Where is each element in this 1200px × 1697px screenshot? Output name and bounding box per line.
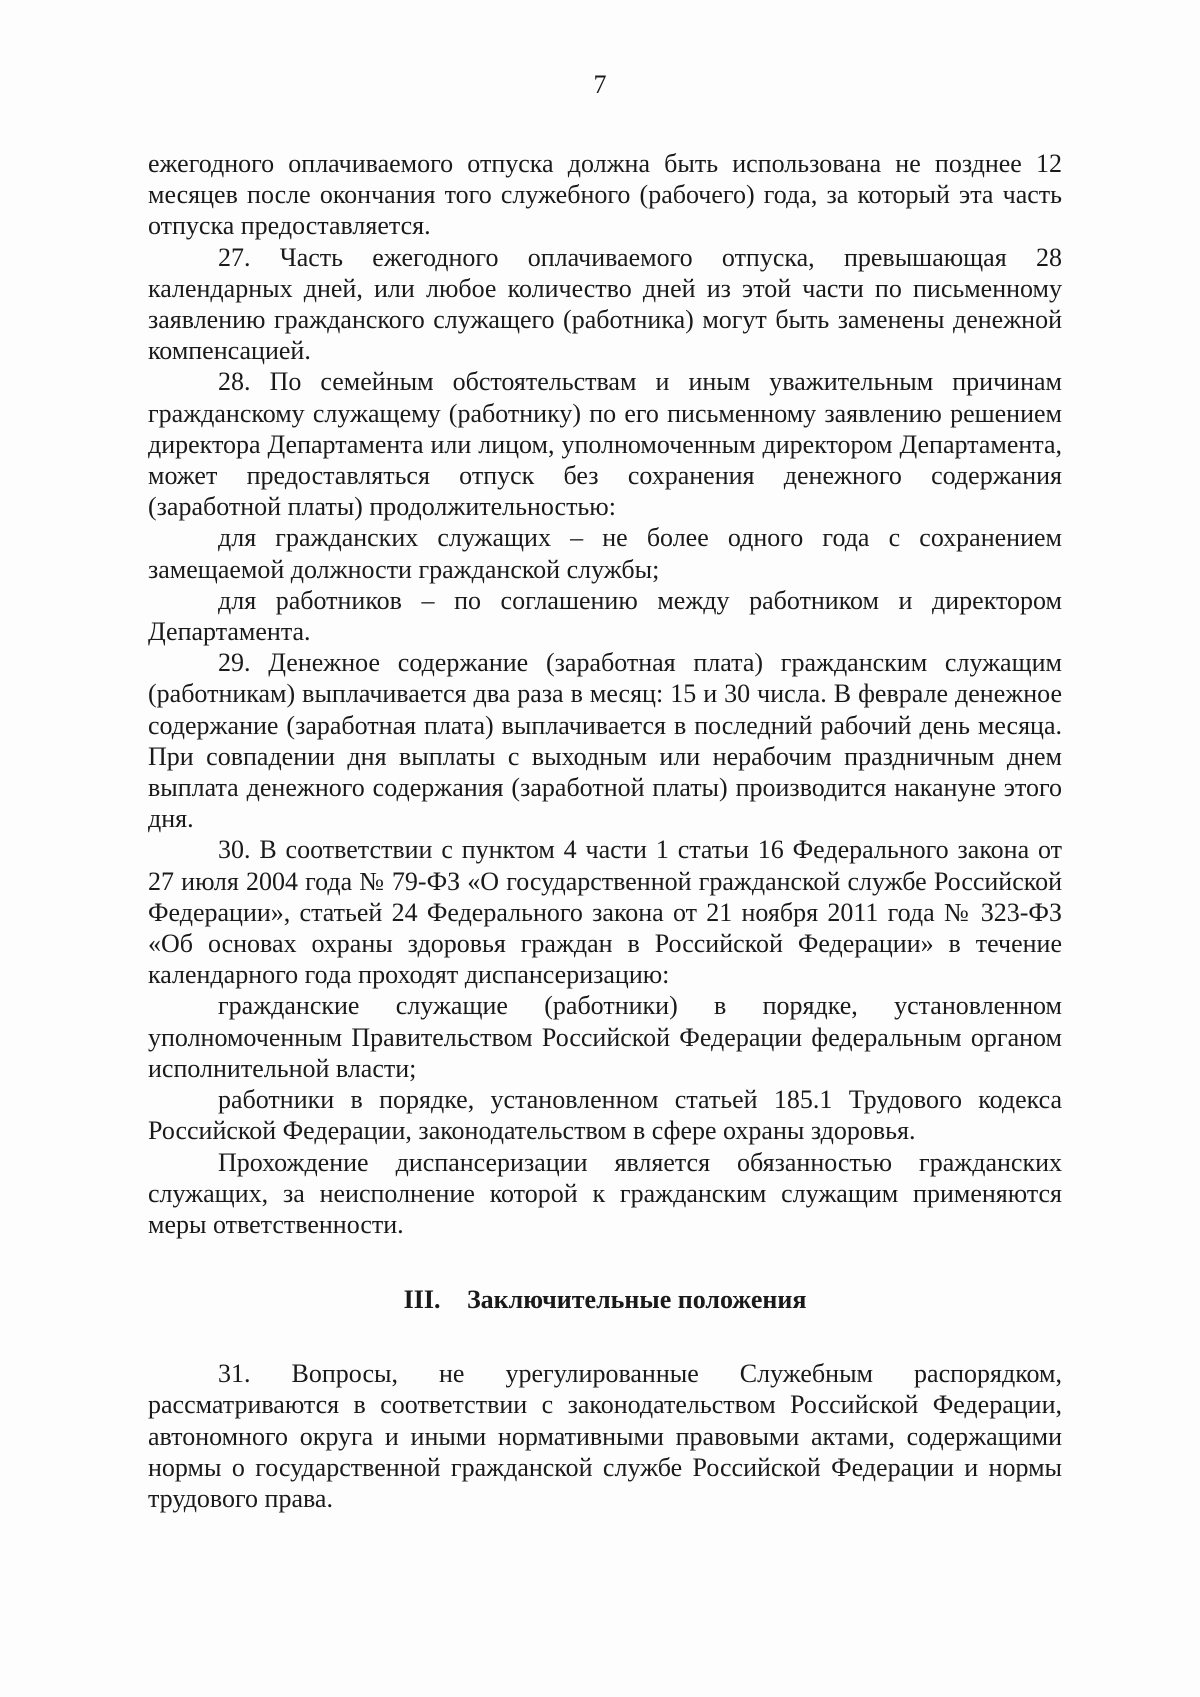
paragraph-continuation: ежегодного оплачиваемого отпуска должна быть использована не позднее 12 месяцев после окончания того служебного (рабочего) года, за который эта часть отпуска предоставляется. — [148, 149, 1062, 241]
paragraph-30-civil-servants: гражданские служащие (работники) в порядке, установленном уполномоченным Правительством Российской Федерации федеральным органом исполнительной власти; — [148, 991, 1062, 1083]
paragraph-31: 31. Вопросы, не урегулированные Служебным распорядком, рассматриваются в соответствии с законодательством Российской Федерации, автономного округа и иными нормативными правовыми актами, содержащими нормы о государственной гражданской службе Российской Федерации и нормы трудового права. — [148, 1359, 1062, 1513]
page-number: 7 — [593, 70, 607, 99]
document-body — [148, 148, 1062, 1514]
paragraph-27: 27. Часть ежегодного оплачиваемого отпуска, превышающая 28 календарных дней, или любое количество дней из этой части по письменному заявлению гражданского служащего (работника) могут быть заменены денежной компенсацией. — [148, 242, 1062, 366]
paragraph-29: 29. Денежное содержание (заработная плата) гражданским служащим (работникам) выплачивается два раза в месяц: 15 и 30 числа. В феврале денежное содержание (заработная плата) выплачивается в последний рабочий день месяца. При совпадении дня выплаты с выходным или нерабочим праздничным днем выплата денежного содержания (заработной платы) производится накануне этого дня. — [148, 648, 1062, 834]
section-title: Заключительные положения — [466, 1285, 807, 1315]
paragraph-28-civil-servants: для гражданских служащих – не более одного года с сохранением замещаемой должности гражданской службы; — [148, 523, 1062, 584]
paragraph-30: 30. В соответствии с пунктом 4 части 1 статьи 16 Федерального закона от 27 июля 2004 года № 79-ФЗ «О государственной гражданской службе Российской Федерации», статьей 24 Федерального закона от 21 ноября 2011 года № 323-ФЗ «Об основах охраны здоровья граждан в Российской Федерации» в течение календарного года проходят диспансеризацию: — [148, 835, 1062, 990]
paragraph-28: 28. По семейным обстоятельствам и иным уважительным причинам гражданскому служащему (работнику) по его письменному заявлению решением директора Департамента или лицом, уполномоченным директором Департамента, может предоставляться отпуск без сохранения денежного содержания (заработной платы) продолжительностью: — [148, 367, 1062, 522]
paragraph-30-obligation: Прохождение диспансеризации является обязанностью гражданских служащих, за неисполнение которой к гражданским служащим применяются меры ответственности. — [148, 1147, 1062, 1239]
section-number: III. — [403, 1285, 441, 1315]
paragraph-28-workers: для работников – по соглашению между работником и директором Департамента. — [148, 585, 1062, 647]
paragraph-30-workers: работники в порядке, установленном статьей 185.1 Трудового кодекса Российской Федерации, законодательством в сфере охраны здоровья. — [148, 1085, 1062, 1146]
section-heading — [148, 1284, 1062, 1316]
